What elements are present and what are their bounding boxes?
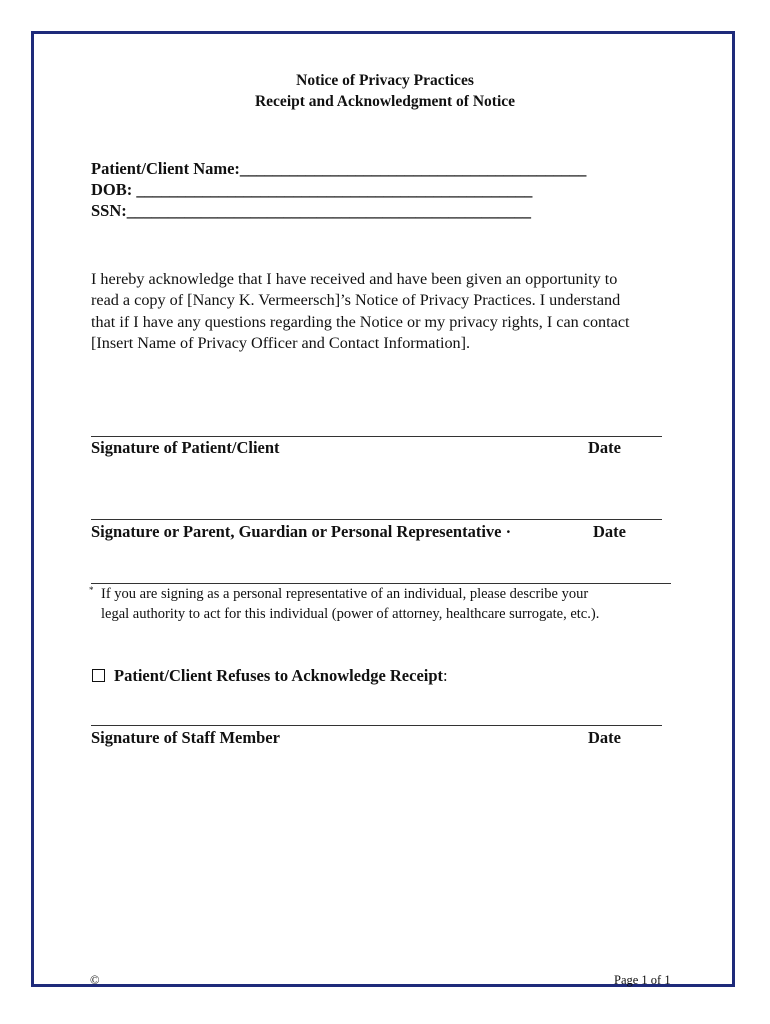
page-number: Page 1 of 1 xyxy=(614,973,671,987)
refusal-label: Patient/Client Refuses to Acknowledge Receipt xyxy=(114,666,444,685)
representative-signature-line[interactable] xyxy=(91,519,662,520)
patient-name-field[interactable]: Patient/Client Name:__________________________________________ xyxy=(91,159,587,178)
staff-signature-line[interactable] xyxy=(91,725,662,726)
dob-field[interactable]: DOB: ________________________________________________ xyxy=(91,180,533,199)
refusal-colon: : xyxy=(443,666,448,685)
document-title: Notice of Privacy Practices xyxy=(296,72,474,89)
refusal-checkbox[interactable] xyxy=(92,669,105,682)
footnote-marker: * xyxy=(89,585,94,595)
copyright-symbol: © xyxy=(90,973,100,987)
refusal-label-group xyxy=(114,666,448,686)
acknowledgment-line-4: [Insert Name of Privacy Officer and Contact Information]. xyxy=(91,334,471,352)
staff-signature-label: Signature of Staff Member xyxy=(91,728,280,747)
footnote-line-2: legal authority to act for this individual (power of attorney, healthcare surrogate, etc.). xyxy=(101,606,600,622)
acknowledgment-line-1: I hereby acknowledge that I have received and have been given an opportunity to xyxy=(91,270,618,288)
footnote-line-1: If you are signing as a personal representative of an individual, please describe your xyxy=(101,586,589,602)
representative-signature-label: Signature or Parent, Guardian or Personal Representative · xyxy=(91,522,512,541)
ssn-field[interactable]: SSN:_________________________________________________ xyxy=(91,201,532,220)
representative-date-label: Date xyxy=(593,522,626,541)
document-subtitle: Receipt and Acknowledgment of Notice xyxy=(254,93,516,110)
acknowledgment-line-2: read a copy of [Nancy K. Vermeersch]’s Notice of Privacy Practices. I understand xyxy=(91,291,621,309)
staff-date-label: Date xyxy=(588,728,621,747)
patient-signature-label: Signature of Patient/Client xyxy=(91,438,280,457)
patient-date-label: Date xyxy=(588,438,621,457)
patient-signature-line[interactable] xyxy=(91,436,662,437)
acknowledgment-line-3: that if I have any questions regarding the Notice or my privacy rights, I can contact xyxy=(91,313,630,331)
